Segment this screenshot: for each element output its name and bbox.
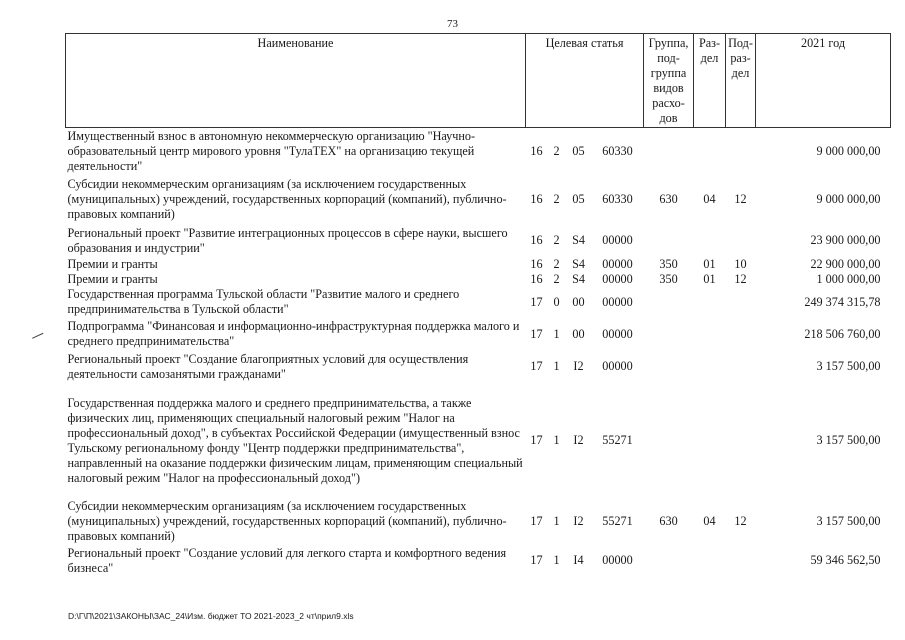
file-path-footer: D:\Г\П\2021\ЗАКОНЫ\ЗАС_24\Изм. бюджет ТО 2021-2023_2 чт\прил9.xls: [68, 611, 354, 621]
target-code-4: 00000: [602, 256, 633, 271]
target-code-1: 16: [530, 271, 543, 286]
amount-2021: 9 000 000,00: [816, 192, 881, 206]
budget-table: [65, 33, 891, 577]
target-code-3: 05: [572, 192, 585, 206]
target-code-2: 2: [553, 192, 560, 206]
header-name: Наименование: [66, 34, 526, 128]
amount-2021: 1 000 000,00: [816, 271, 881, 286]
amount-2021: 22 900 000,00: [810, 256, 881, 271]
target-code-2: 2: [553, 256, 560, 271]
target-code-4: 00000: [602, 233, 633, 247]
expense-group: 630: [659, 514, 678, 528]
target-code-1: 17: [530, 433, 543, 447]
row-name: Премии и гранты: [67, 271, 158, 286]
section-code: [694, 318, 726, 351]
target-code-3: 00: [572, 326, 585, 341]
target-code-1: 16: [530, 143, 543, 158]
table-row: [66, 175, 891, 225]
page-number: 73: [447, 18, 458, 30]
subsection-code: [726, 351, 756, 383]
target-code-4: 00000: [602, 271, 633, 286]
table-row: [66, 287, 891, 318]
header-year: 2021 год: [756, 34, 891, 128]
section-code: 01: [703, 256, 716, 271]
target-code-4: 60330: [602, 192, 633, 206]
target-code-1: 17: [530, 514, 543, 528]
amount-2021: 23 900 000,00: [810, 233, 881, 247]
target-code-3: I2: [573, 433, 584, 447]
target-code-4: 55271: [602, 433, 633, 447]
section-code: 04: [703, 192, 716, 206]
target-code-2: 1: [553, 553, 560, 567]
target-code-3: S4: [572, 233, 585, 247]
subsection-code: [726, 383, 756, 495]
amount-2021: 59 346 562,50: [810, 553, 881, 567]
subsection-code: [726, 287, 756, 318]
amount-2021: 249 374 315,78: [804, 294, 881, 309]
subsection-code: [726, 225, 756, 257]
target-code-1: 16: [530, 192, 543, 206]
subsection-code: 12: [734, 192, 747, 206]
target-code-4: 00000: [602, 326, 633, 341]
target-code-3: 05: [572, 143, 585, 158]
subsection-code: 12: [734, 271, 747, 286]
subsection-code: [726, 128, 756, 175]
row-name: Подпрограмма "Финансовая и информационно-инфраструктурная поддержка малого и среднего предпринимательства": [67, 319, 520, 348]
expense-group: [644, 225, 694, 257]
row-name: Государственная поддержка малого и среднего предпринимательства, а также физических лиц, применяющих специальный налоговый режим "Налог на профессиональный доход", в субъектах Российской Федерации (имущественный взнос Тульскому региональному фонду "Центр поддержки предпринимательства", направленный на оказание поддержки физическим лицам, применяющим специальный налоговый режим "Налог на профессиональный доход"): [67, 395, 523, 485]
header-section: Раз- дел: [694, 34, 726, 128]
header-group: Группа, под- группа видов расхо- дов: [644, 34, 694, 128]
row-name: Имущественный взнос в автономную некоммерческую организацию "Научно-образовательный центр мирового уровня "ТулаТЕХ" на организацию текущей деятельности": [67, 128, 476, 173]
target-code-2: 1: [553, 326, 560, 341]
target-code-3: I2: [573, 359, 584, 373]
target-code-2: 2: [553, 143, 560, 158]
target-code-4: 00000: [602, 294, 633, 309]
table-row: [66, 257, 891, 272]
target-code-4: 00000: [602, 553, 633, 567]
amount-2021: 3 157 500,00: [816, 514, 881, 528]
section-code: 01: [703, 271, 716, 286]
section-code: [694, 545, 726, 577]
section-code: [694, 351, 726, 383]
subsection-code: 10: [734, 256, 747, 271]
section-code: [694, 128, 726, 175]
expense-group: [644, 318, 694, 351]
table-header-row: [66, 34, 891, 128]
expense-group: 350: [659, 256, 678, 271]
margin-pen-mark: [32, 333, 46, 344]
table-row: [66, 272, 891, 287]
target-code-1: 16: [530, 256, 543, 271]
subsection-code: 12: [734, 514, 747, 528]
budget-table-sheet: [65, 33, 890, 577]
table-row: [66, 351, 891, 383]
row-name: Субсидии некоммерческим организациям (за исключением государственных (муниципальных) учреждений, государственных корпораций (компаний), публично-правовых компаний): [67, 177, 507, 221]
amount-2021: 9 000 000,00: [816, 143, 881, 158]
row-name: Государственная программа Тульской области "Развитие малого и среднего предпринимательства в Тульской области": [67, 287, 460, 316]
table-row: [66, 383, 891, 495]
expense-group: 630: [659, 192, 678, 206]
table-row: [66, 495, 891, 545]
expense-group: [644, 351, 694, 383]
target-code-1: 16: [530, 233, 543, 247]
header-target-article: Целевая статья: [526, 34, 644, 128]
target-code-3: I4: [573, 553, 584, 567]
section-code: [694, 383, 726, 495]
amount-2021: 3 157 500,00: [816, 433, 881, 447]
target-code-3: S4: [572, 256, 585, 271]
expense-group: [644, 545, 694, 577]
table-row: [66, 545, 891, 577]
row-name: Региональный проект "Создание условий для легкого старта и комфортного ведения бизнеса": [67, 545, 507, 575]
section-code: [694, 225, 726, 257]
row-name: Премии и гранты: [67, 256, 158, 271]
header-subsection: Под- раз- дел: [726, 34, 756, 128]
target-code-1: 17: [530, 359, 543, 373]
target-code-1: 17: [530, 326, 543, 341]
section-code: 04: [703, 514, 716, 528]
target-code-2: 1: [553, 514, 560, 528]
amount-2021: 3 157 500,00: [816, 359, 881, 373]
expense-group: [644, 383, 694, 495]
section-code: [694, 287, 726, 318]
target-code-4: 55271: [602, 514, 633, 528]
subsection-code: [726, 318, 756, 351]
table-row: [66, 225, 891, 257]
expense-group: [644, 128, 694, 175]
expense-group: 350: [659, 271, 678, 286]
target-code-2: 2: [553, 233, 560, 247]
target-code-4: 60330: [602, 143, 633, 158]
target-code-4: 00000: [602, 359, 633, 373]
target-code-3: S4: [572, 271, 585, 286]
subsection-code: [726, 545, 756, 577]
amount-2021: 218 506 760,00: [804, 326, 881, 341]
target-code-1: 17: [530, 294, 543, 309]
row-name: Региональный проект "Создание благоприятных условий для осуществления деятельности самозанятыми гражданами": [67, 351, 469, 381]
target-code-3: 00: [572, 294, 585, 309]
target-code-3: I2: [573, 514, 584, 528]
target-code-2: 1: [553, 433, 560, 447]
table-row: [66, 318, 891, 351]
expense-group: [644, 287, 694, 318]
target-code-2: 1: [553, 359, 560, 373]
target-code-2: 0: [553, 294, 560, 309]
row-name: Региональный проект "Развитие интеграционных процессов в сфере науки, высшего образования и индустрии": [67, 225, 508, 255]
table-row: [66, 128, 891, 175]
row-name: Субсидии некоммерческим организациям (за исключением государственных (муниципальных) учреждений, государственных корпораций (компаний), публично-правовых компаний): [67, 499, 507, 543]
target-code-1: 17: [530, 553, 543, 567]
target-code-2: 2: [553, 271, 560, 286]
